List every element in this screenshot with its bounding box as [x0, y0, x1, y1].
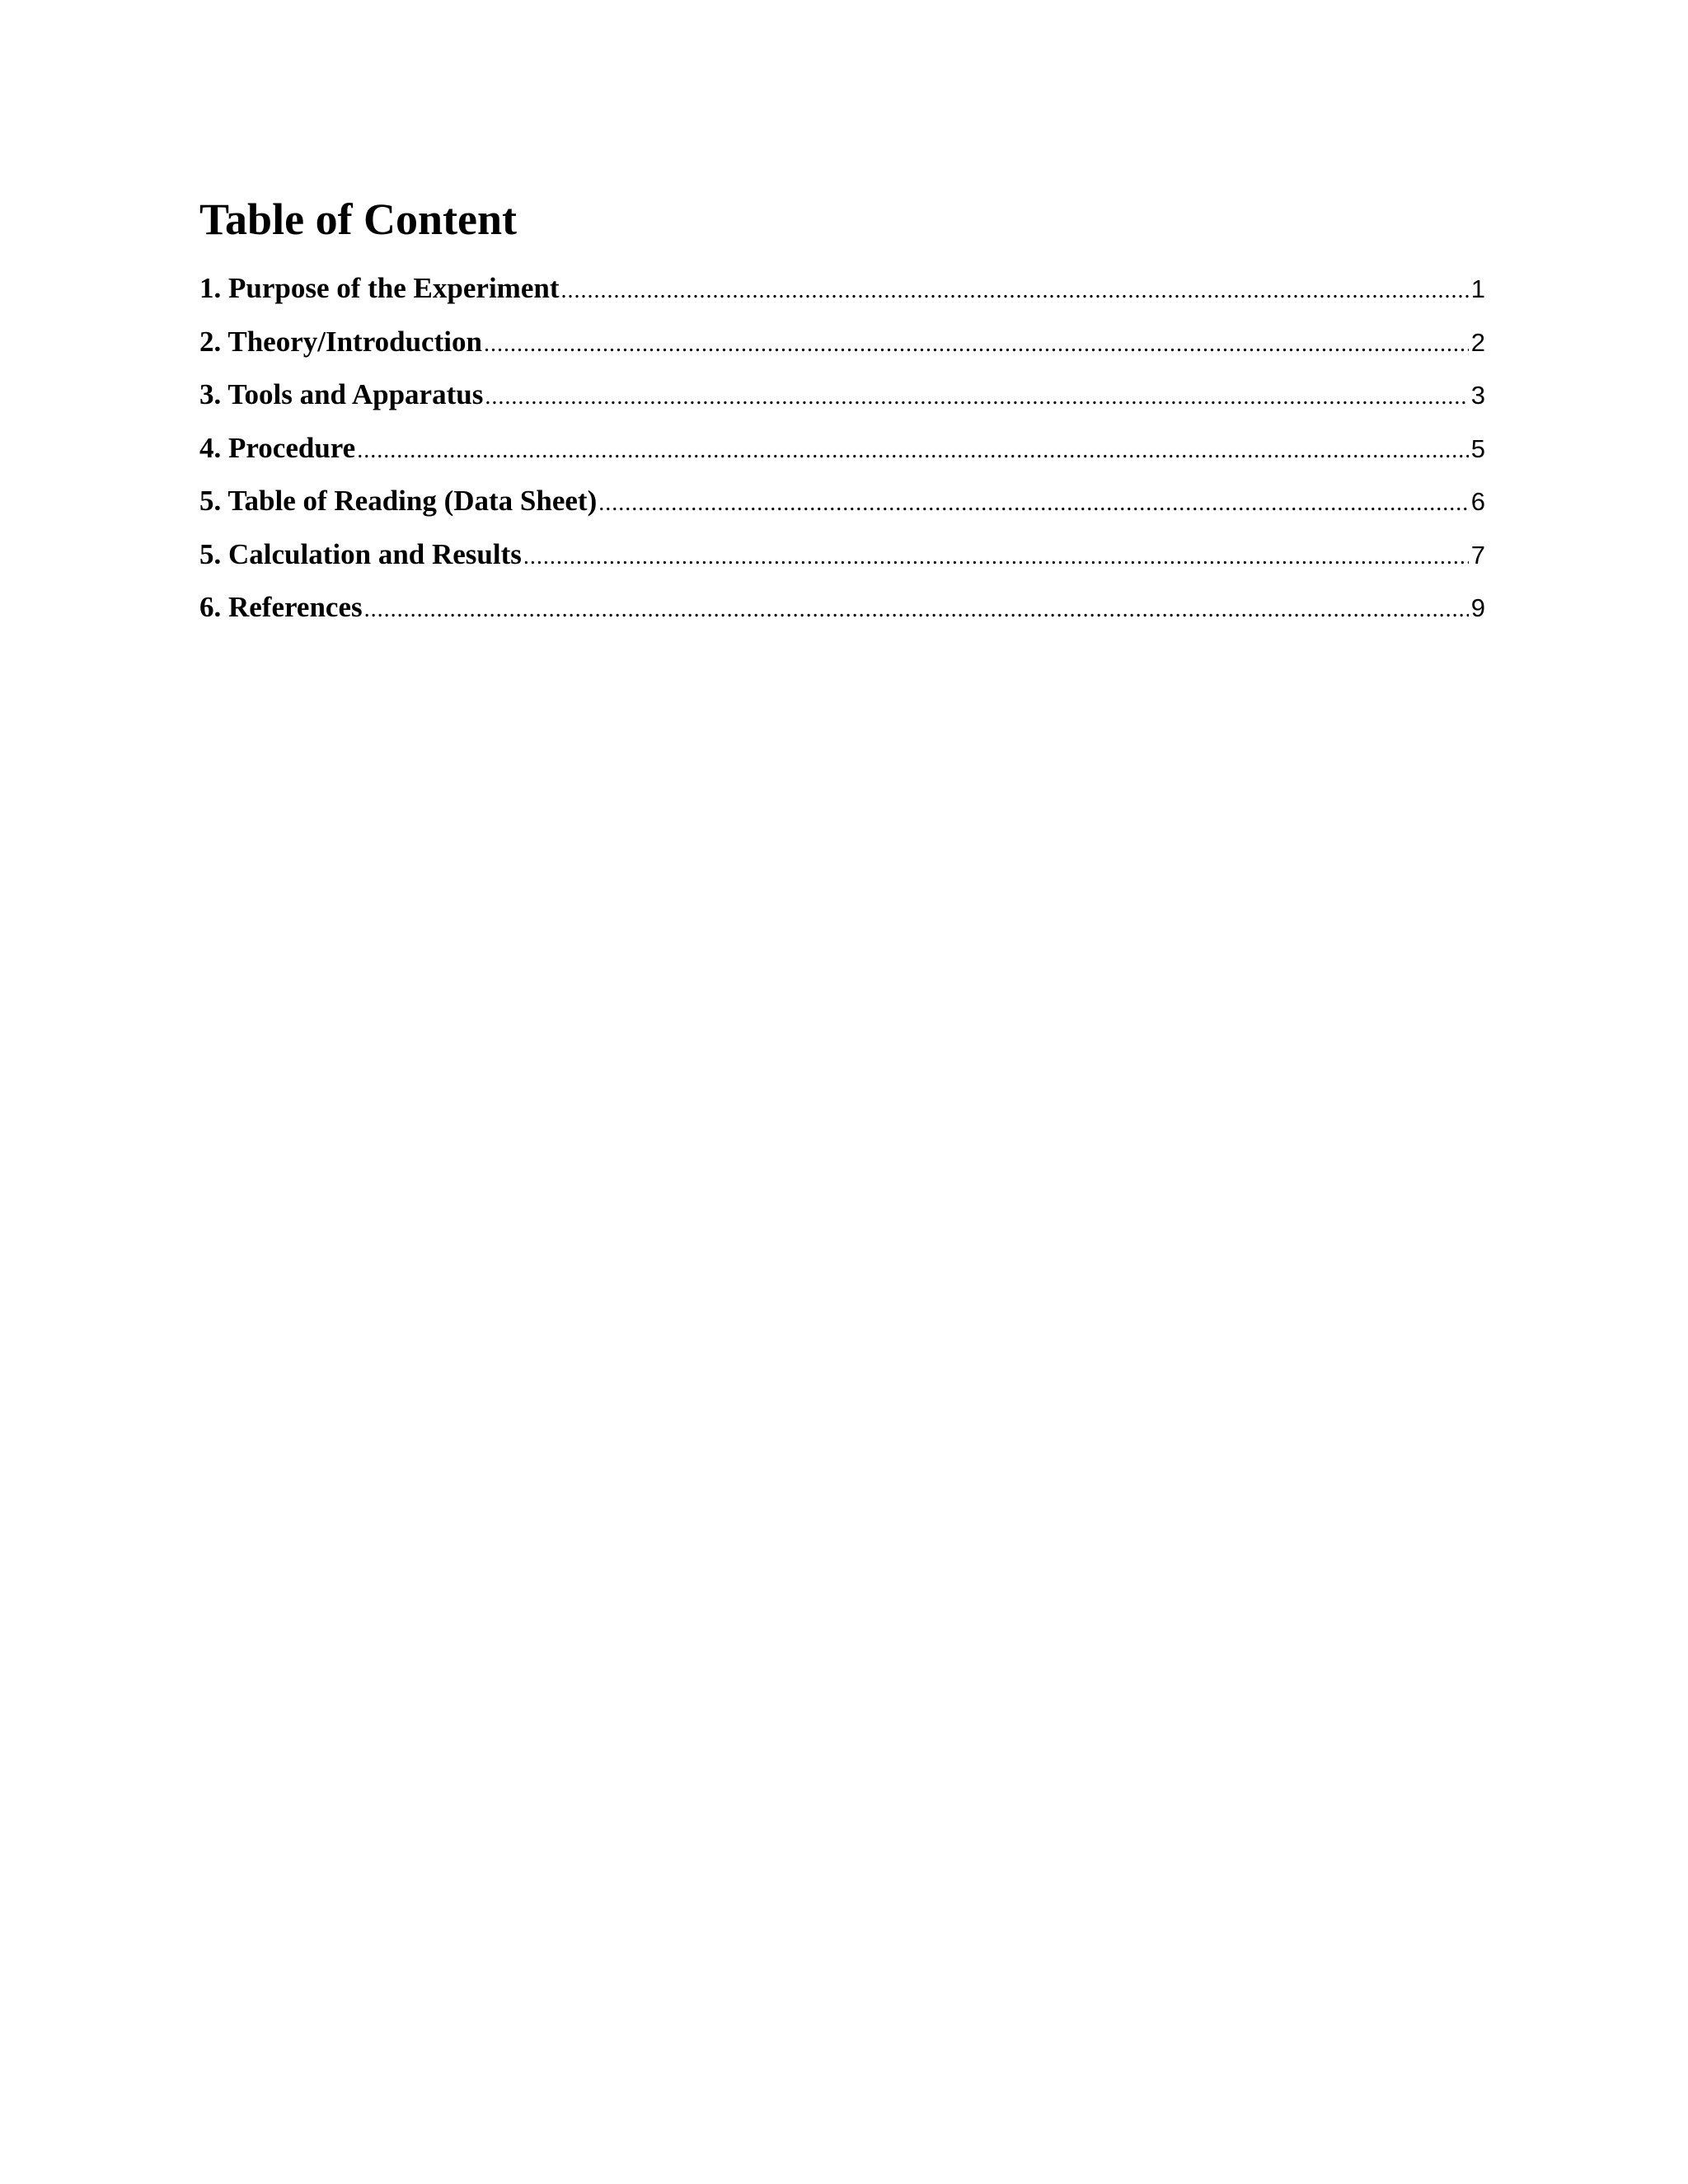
toc-entry-calculation[interactable] [199, 528, 1485, 582]
toc-entry-page-number: 7 [1470, 540, 1485, 569]
toc-entry-label: 3. Tools and Apparatus [199, 378, 484, 410]
toc-entry-label: 5. Table of Reading (Data Sheet) [199, 485, 598, 517]
toc-list [199, 262, 1485, 635]
table-of-contents [199, 190, 1485, 635]
toc-entry-label: 2. Theory/Introduction [199, 325, 482, 358]
dot-leader [364, 583, 1469, 635]
toc-entry-page-number: 9 [1470, 593, 1485, 622]
toc-entry-theory[interactable] [199, 316, 1485, 369]
dot-leader [484, 318, 1469, 369]
toc-entry-references[interactable] [199, 581, 1485, 635]
dot-leader [485, 371, 1469, 422]
dot-leader [560, 265, 1469, 316]
toc-entry-label: 5. Calculation and Results [199, 537, 522, 570]
toc-entry-tools[interactable] [199, 368, 1485, 422]
toc-entry-page-number: 6 [1470, 487, 1485, 516]
dot-leader [523, 531, 1469, 582]
toc-entry-page-number: 2 [1470, 327, 1485, 357]
toc-entry-label: 1. Purpose of the Experiment [199, 272, 560, 304]
toc-title: Table of Content [199, 194, 518, 244]
toc-entry-page-number: 1 [1470, 274, 1485, 303]
toc-entry-purpose[interactable] [199, 262, 1485, 316]
toc-entry-label: 6. References [199, 591, 363, 623]
dot-leader [598, 477, 1469, 528]
toc-entry-page-number: 3 [1470, 381, 1485, 410]
toc-entry-procedure[interactable] [199, 422, 1485, 476]
dot-leader [357, 424, 1469, 476]
toc-entry-page-number: 5 [1470, 434, 1485, 463]
toc-entry-label: 4. Procedure [199, 431, 356, 464]
toc-entry-table-of-reading[interactable] [199, 475, 1485, 528]
